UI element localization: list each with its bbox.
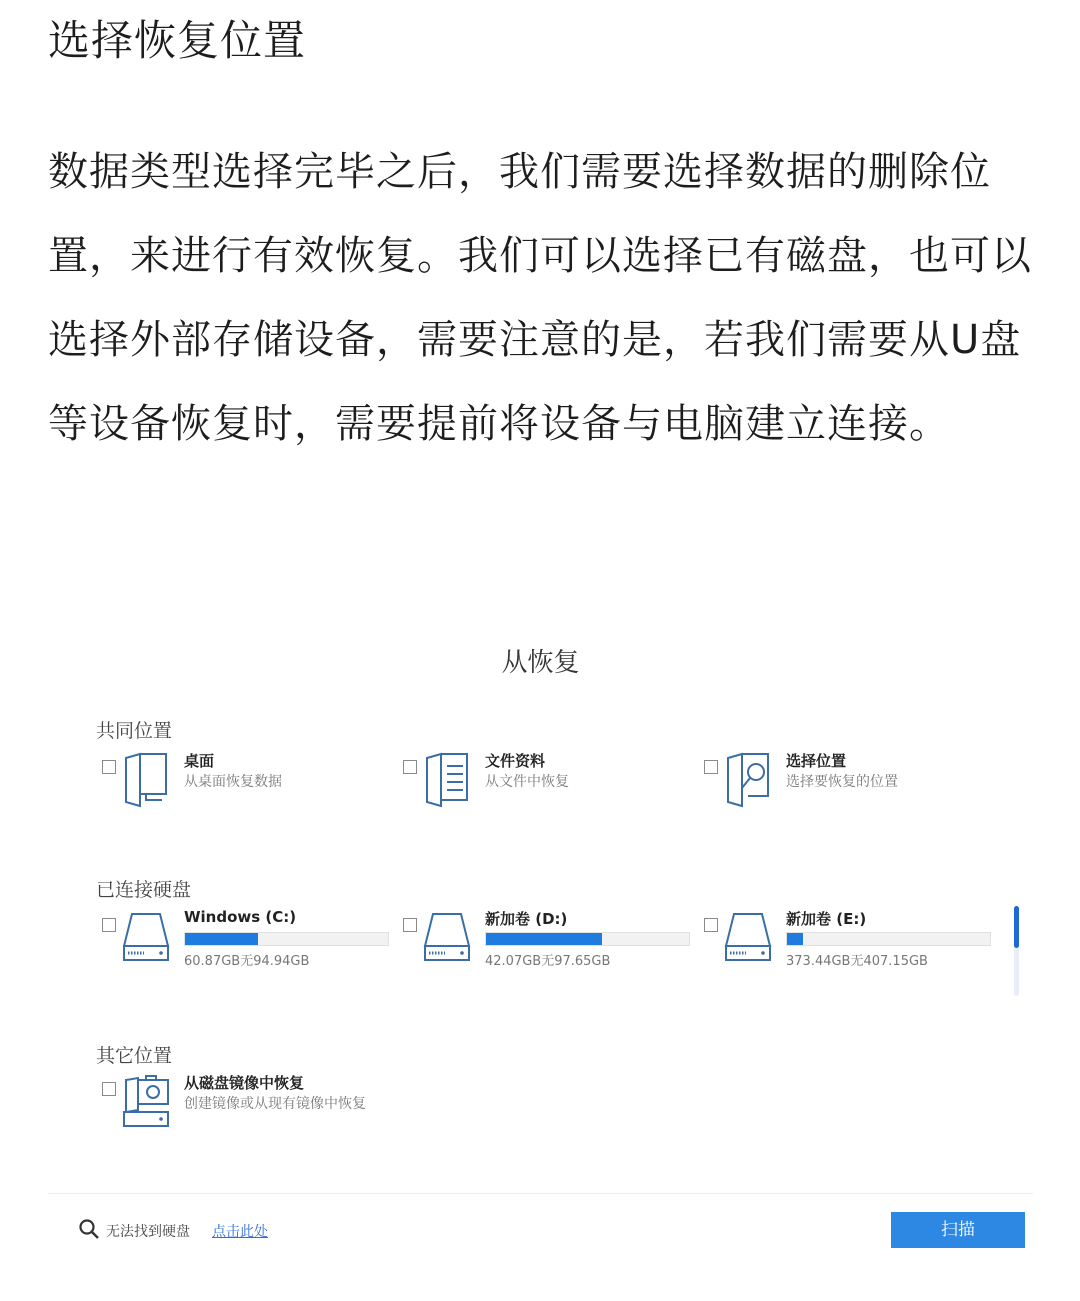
drive-e[interactable] [704,908,994,978]
location-documents[interactable] [403,750,693,820]
desktop-folder-icon [122,750,170,810]
drives-scrollbar[interactable] [1014,906,1019,996]
drive-c-checkbox[interactable] [102,918,116,932]
hard-drive-icon [724,908,772,968]
hard-drive-icon [423,908,471,968]
drive-e-name: 新加卷 (E:) [786,910,867,928]
article-heading: 选择恢复位置 [48,16,307,65]
choose-location-title: 选择位置 [786,752,847,770]
drive-e-usage-bar [786,932,991,946]
disk-image-camera-icon [122,1072,170,1132]
desktop-title: 桌面 [184,752,215,770]
desktop-subtitle: 从桌面恢复数据 [184,774,282,790]
scan-button[interactable]: 扫描 [891,1212,1025,1248]
drives-scroll-thumb[interactable] [1014,906,1019,948]
documents-subtitle: 从文件中恢复 [485,774,569,790]
other-locations-label: 其它位置 [96,1045,173,1067]
drive-d[interactable] [403,908,693,978]
recovery-dialog [48,620,1033,1270]
desktop-checkbox[interactable] [102,760,116,774]
hard-drive-icon [122,908,170,968]
drive-d-usage-bar [485,932,690,946]
disk-image-checkbox[interactable] [102,1082,116,1096]
drive-c-name: Windows (C:) [184,908,297,926]
dialog-title: 从恢复 [501,648,580,678]
documents-title: 文件资料 [485,752,546,770]
footer-divider [48,1193,1033,1194]
disk-image-subtitle: 创建镜像或从现有镜像中恢复 [184,1096,366,1112]
click-here-link[interactable]: 点击此处 [212,1224,268,1240]
disk-image-title: 从磁盘镜像中恢复 [184,1074,305,1092]
drive-e-capacity: 373.44GB无407.15GB [786,954,928,969]
drive-d-name: 新加卷 (D:) [485,910,568,928]
location-choose[interactable] [704,750,994,820]
search-icon [78,1218,100,1240]
documents-folder-icon [423,750,471,810]
choose-location-checkbox[interactable] [704,760,718,774]
drive-c-usage-bar [184,932,389,946]
drive-not-found-text: 无法找到硬盘 [106,1224,190,1240]
drive-c-capacity: 60.87GB无94.94GB [184,954,310,969]
common-locations-label: 共同位置 [96,720,173,742]
article-paragraph: 数据类型选择完毕之后，我们需要选择数据的删除位置，来进行有效恢复。我们可以选择已有磁盘，也可以选择外部存储设备，需要注意的是，若我们需要从U盘等设备恢复时，需要提前将设备与电脑建立连接。 [48,149,1032,447]
drive-c[interactable] [102,908,392,978]
folder-search-icon [724,750,772,810]
connected-drives-label: 已连接硬盘 [96,879,192,901]
documents-checkbox[interactable] [403,760,417,774]
choose-location-subtitle: 选择要恢复的位置 [786,774,898,790]
location-disk-image[interactable] [102,1072,392,1142]
location-desktop[interactable] [102,750,392,820]
drive-d-capacity: 42.07GB无97.65GB [485,954,611,969]
drive-e-checkbox[interactable] [704,918,718,932]
drive-d-checkbox[interactable] [403,918,417,932]
